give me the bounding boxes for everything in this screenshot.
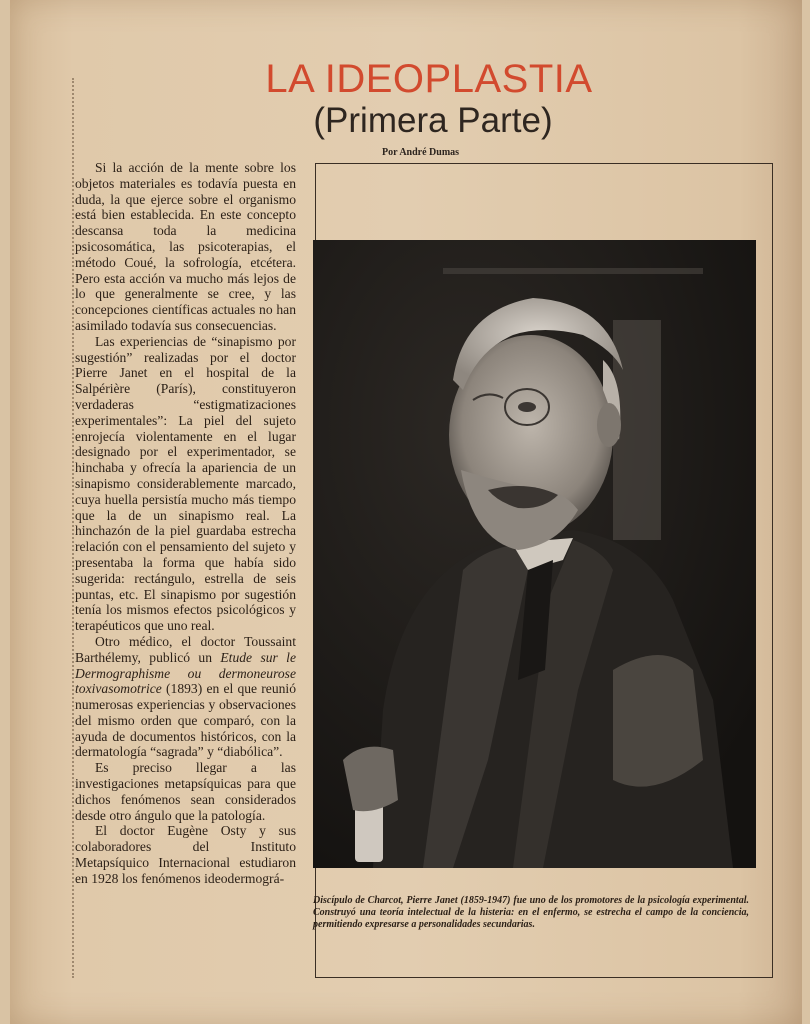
photo-caption: Discípulo de Charcot, Pierre Janet (1859-1947) fue uno de los promotores de la psicología experimental. Construyó una teoría intelectual de la histeria: en el enfermo, se estrecha el campo de la conciencia, permitiendo expresarse a personalidades secundarias.: [313, 895, 749, 930]
paragraph-4: Es preciso llegar a las investigaciones metapsíquicas para que dichos fenómenos sean considerados desde otro ángulo que la patología.: [75, 760, 296, 823]
article-title: LA IDEOPLASTIA: [265, 57, 593, 101]
paragraph-5: El doctor Eugène Osty y sus colaboradores del Instituto Metapsíquico Internacional estudiaron en 1928 los fenómenos ideodermográ-: [75, 823, 296, 886]
paragraph-2: Las experiencias de “sinapismo por sugestión” realizadas por el doctor Pierre Janet en el hospital de la Salpérière (París), constituyeron verdaderas “estigmatizaciones experimentales”: La piel del sujeto enrojecía violentamente en el lugar designado por el experimentador, se hinchaba y ofrecía la apariencia de un sinapismo considerablemente marcado, cuya huella persistía mucho más tiempo que la de un sinapismo real. La hinchazón de la piel guardaba estrecha relación con el pensamiento del sujeto y presentaba la forma que había sido sugerida: rectángulo, estrella de seis puntas, etc. El sinapismo por sugestión tenía los mismos efectos psicológicos y terapéuticos que uno real.: [75, 333, 296, 634]
paragraph-3-text-b: (1893) en el que reunió numerosas experiencias y observaciones del mismo orden que comparó, con la ayuda de documentos históricos, con la dermatología “sagrada” y “diabólica”.: [75, 681, 296, 760]
paragraph-3: [75, 634, 296, 760]
portrait-photo: [313, 240, 756, 868]
paragraph-3-text-a: Otro médico, el doctor Toussaint Barthélemy, publicó un: [75, 633, 296, 665]
paragraph-1: Si la acción de la mente sobre los objetos materiales es todavía puesta en duda, la que ejerce sobre el organismo está bien establecida. En este concepto descansa toda la medicina psicosomática, las psicoterapias, el método Coué, la sofrología, etcétera. Pero esta acción va mucho más lejos de lo que generalmente se cree, y las concepciones científicas actuales no han asimilado todavía sus consecuencias.: [75, 160, 296, 333]
book-title: Etude sur le Dermographisme ou dermoneurose toxivasomotrice: [75, 649, 296, 697]
article-subtitle: (Primera Parte): [313, 101, 553, 140]
body-column: [75, 160, 296, 887]
article-byline: Por André Dumas: [382, 147, 460, 158]
portrait-illustration: [313, 240, 756, 868]
